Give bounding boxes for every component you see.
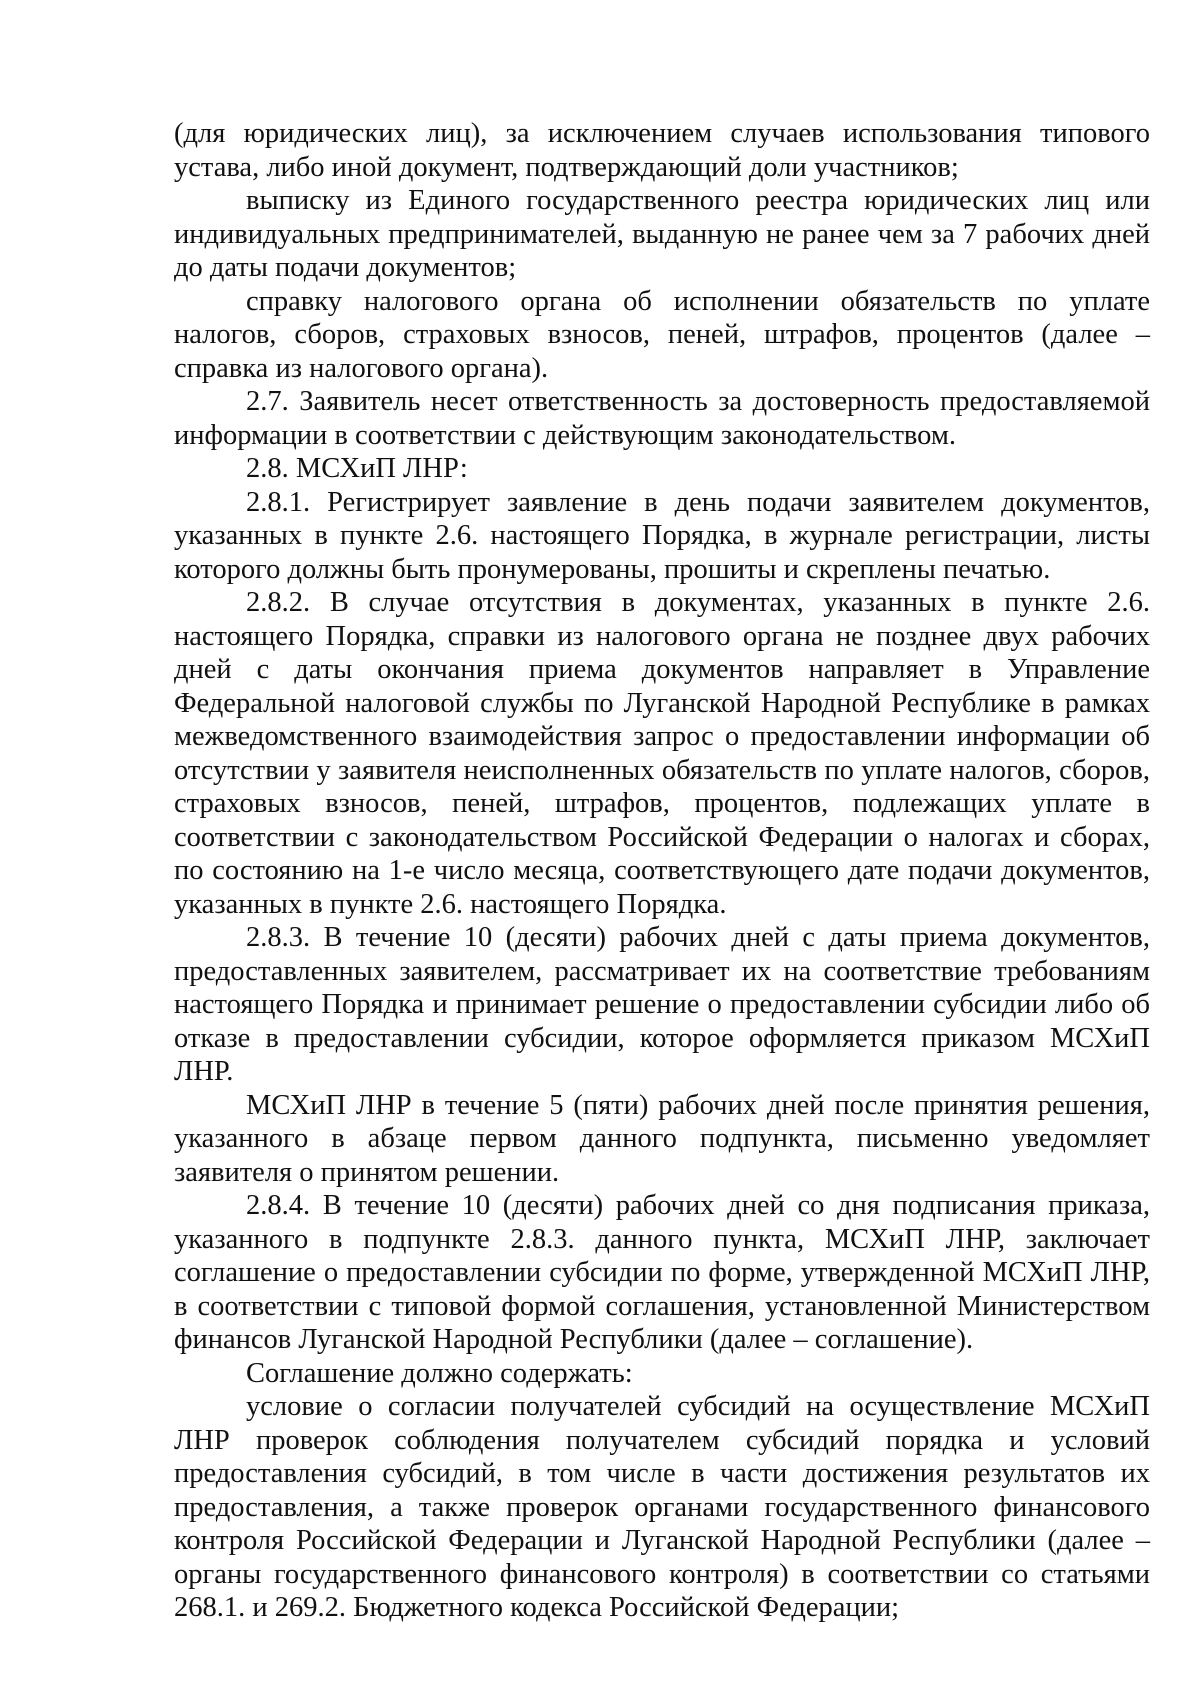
document-body xyxy=(174,117,1150,1625)
paragraph-2-8-1: 2.8.1. Регистрирует заявление в день подачи заявителем документов, указанных в пункте 2.6. настоящего Порядка, в журнале регистрации, листы которого должны быть пронумерованы, прошиты и скреплены печатью. xyxy=(174,486,1150,585)
paragraph-2-7: 2.7. Заявитель несет ответственность за достоверность предоставляемой информации в соответствии с действующим законодательством. xyxy=(174,386,1150,451)
paragraph-notification: МСХиП ЛНР в течение 5 (пяти) рабочих дней после принятия решения, указанного в абзаце первом данного подпункта, письменно уведомляет заявителя о принятом решении. xyxy=(174,1089,1150,1188)
paragraph-2-8-4: 2.8.4. В течение 10 (десяти) рабочих дней со дня подписания приказа, указанного в подпункте 2.8.3. данного пункта, МСХиП ЛНР, заключает соглашение о предоставлении субсидии по форме, утвержденной МСХиП ЛНР, в соответствии с типовой формой соглашения, установленной Министерством финансов Луганской Народной Республики (далее – соглашение). xyxy=(174,1190,1150,1355)
paragraph-registry-extract: выписку из Единого государственного реестра юридических лиц или индивидуальных предпринимателей, выданную не ранее чем за 7 рабочих дней до даты подачи документов; xyxy=(174,185,1150,283)
paragraph-consent-condition: условие о согласии получателей субсидий на осуществление МСХиП ЛНР проверок соблюдения получателем субсидий порядка и условий предоставления субсидий, в том числе в части достижения результатов их предоставления, а также проверок органами государственного финансового контроля Российской Федерации и Луганской Народной Республики (далее – органы государственного финансового контроля) в соответствии со статьями 268.1. и 269.2. Бюджетного кодекса Российской Федерации; xyxy=(174,1391,1150,1623)
paragraph-tax-certificate: справку налогового органа об исполнении обязательств по уплате налогов, сборов, страховых взносов, пеней, штрафов, процентов (далее – справка из налогового органа). xyxy=(174,285,1150,384)
paragraph-2-8-2: 2.8.2. В случае отсутствия в документах, указанных в пункте 2.6. настоящего Порядка, справки из налогового органа не позднее двух рабочих дней с даты окончания приема документов направляет в Управление Федеральной налоговой службы по Луганской Народной Республике в рамках межведомственного взаимодействия запрос о предоставлении информации об отсутствии у заявителя неисполненных обязательств по уплате налогов, сборов, страховых взносов, пеней, штрафов, процентов, подлежащих уплате в соответствии с законодательством Российской Федерации о налогах и сборах, по состоянию на 1-е число месяца, соответствующего дате подачи документов, указанных в пункте 2.6. настоящего Порядка. xyxy=(174,587,1150,920)
paragraph-2-8-3: 2.8.3. В течение 10 (десяти) рабочих дней с даты приема документов, предоставленных заявителем, рассматривает их на соответствие требованиям настоящего Порядка и принимает решение о предоставлении субсидии либо об отказе в предоставлении субсидии, которое оформляется приказом МСХиП ЛНР. xyxy=(174,922,1150,1087)
paragraph-agreement-contents: Соглашение должно содержать: xyxy=(246,1357,633,1389)
paragraph-2-8: 2.8. МСХиП ЛНР: xyxy=(246,453,468,484)
paragraph-continuation: (для юридических лиц), за исключением случаев использования типового устава, либо иной документ, подтверждающий доли участников; xyxy=(174,118,1150,183)
